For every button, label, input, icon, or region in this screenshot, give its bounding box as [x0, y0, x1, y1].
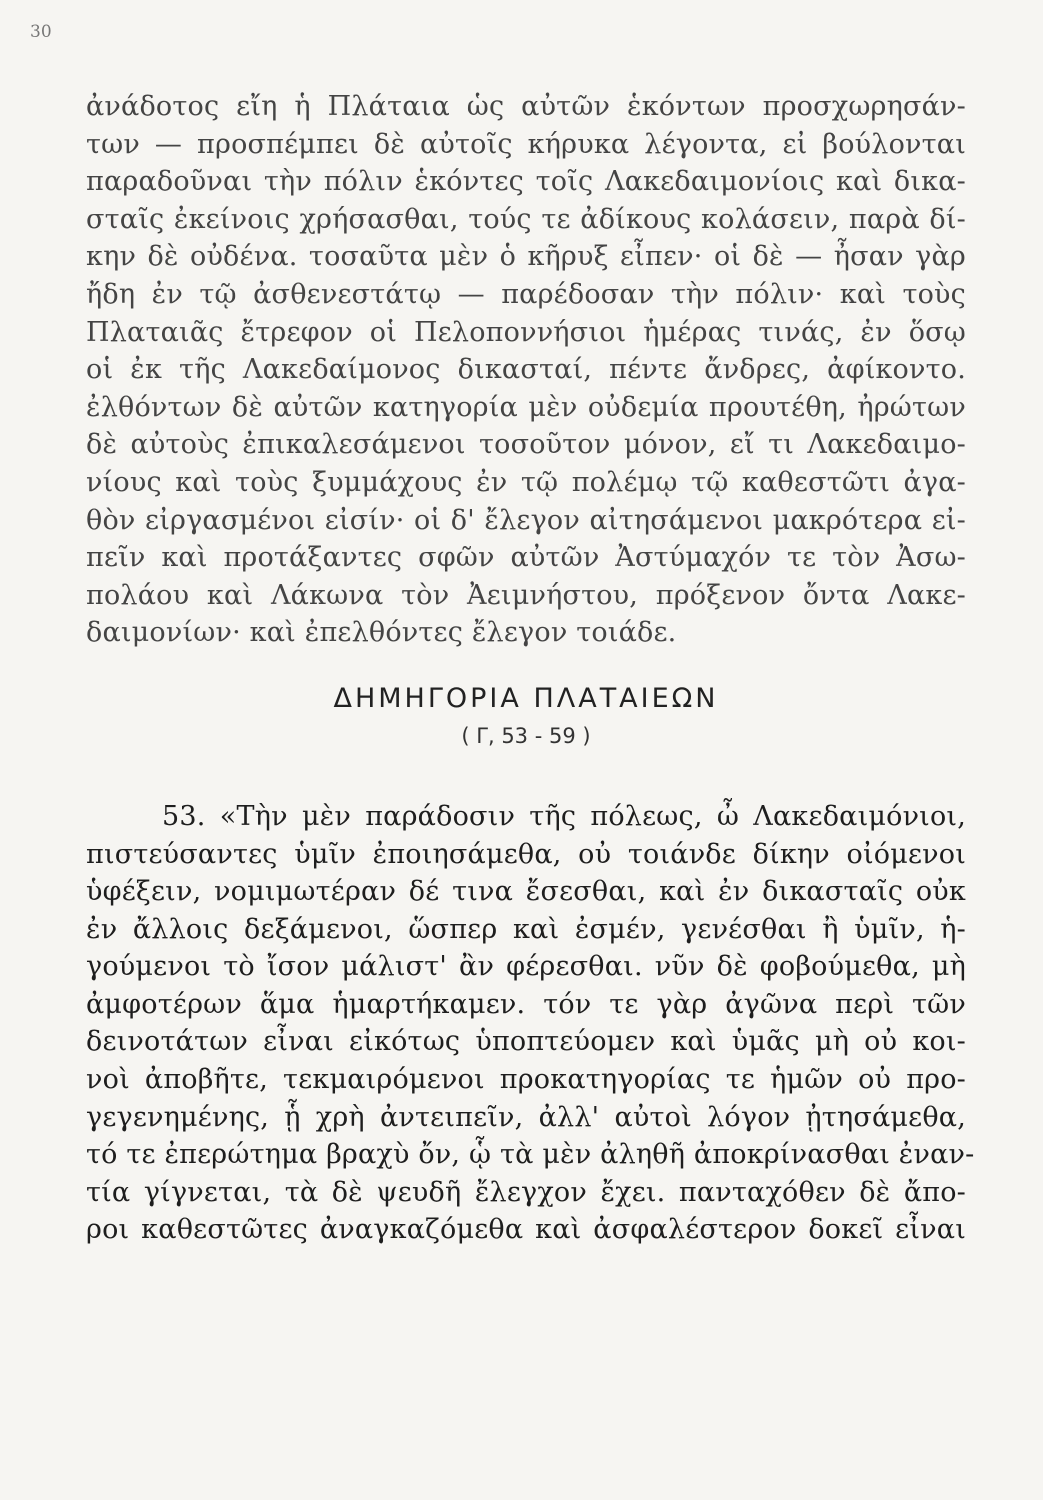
text-line: πεῖν καὶ προτάξαντες σφῶν αὐτῶν Ἀστύμαχόν τε τὸν Ἀσω- — [86, 542, 966, 574]
text-line: πιστεύσαντες ὑμῖν ἐποιησάμεθα, οὐ τοιάνδε δίκην οἰόμενοι — [86, 838, 966, 870]
text-line: ἀνάδοτος εἴη ἡ Πλάταια ὡς αὐτῶν ἑκόντων προσχωρησάν- — [86, 91, 966, 122]
text-line: παραδοῦναι τὴν πόλιν ἑκόντες τοῖς Λακεδαιμονίοις καὶ δικα- — [86, 166, 966, 198]
text-line: τία γίγνεται, τὰ δὲ ψευδῆ ἔλεγχον ἔχει. πανταχόθεν δὲ ἄπο- — [86, 1176, 966, 1208]
text-line: θὸν εἰργασμένοι εἰσίν· οἱ δ' ἔλεγον αἰτησάμενοι μακρότερα εἰ- — [86, 504, 966, 536]
paragraph-speech — [86, 798, 975, 1249]
text-line: κην δὲ οὐδένα. τοσαῦτα μὲν ὁ κῆρυξ εἶπεν· οἱ δὲ — ἦσαν γὰρ — [86, 241, 966, 273]
page-number: 30 — [30, 22, 52, 42]
text-line: 53. «Τὴν μὲν παράδοσιν τῆς πόλεως, ὦ Λακεδαιμόνιοι, — [162, 800, 966, 832]
section-reference: ( Γ, 53 - 59 ) — [461, 723, 591, 748]
page-body — [86, 88, 975, 1249]
text-line: των — προσπέμπει δὲ αὐτοῖς κήρυκα λέγοντα, εἰ βούλονται — [86, 128, 966, 160]
text-line: οἱ ἐκ τῆς Λακεδαίμονος δικασταί, πέντε ἄνδρες, ἀφίκοντο. — [86, 354, 966, 386]
text-line: ἤδη ἐν τῷ ἀσθενεστάτῳ — παρέδοσαν τὴν πόλιν· καὶ τοὺς — [86, 278, 966, 310]
text-line: νοὶ ἀποβῆτε, τεκμαιρόμενοι προκατηγορίας τε ἡμῶν οὐ προ- — [86, 1064, 966, 1096]
text-line: γούμενοι τὸ ἴσον μάλιστ' ἂν φέρεσθαι. νῦν δὲ φοβούμεθα, μὴ — [86, 951, 966, 983]
text-line: Πλαταιᾶς ἔτρεφον οἱ Πελοποννήσιοι ἡμέρας τινάς, ἐν ὅσῳ — [86, 316, 966, 348]
text-line: σταῖς ἐκείνοις χρήσασθαι, τούς τε ἀδίκους κολάσειν, παρὰ δί- — [86, 203, 966, 235]
text-line: ὑφέξειν, νομιμωτέραν δέ τινα ἔσεσθαι, καὶ ἐν δικασταῖς οὐκ — [86, 876, 966, 908]
text-line: νίους καὶ τοὺς ξυμμάχους ἐν τῷ πολέμῳ τῷ καθεστῶτι ἀγα- — [86, 466, 966, 498]
text-line: τό τε ἐπερώτημα βραχὺ ὄν, ᾧ τὰ μὲν ἀληθῆ ἀποκρίνασθαι ἐναν- — [86, 1139, 975, 1171]
section-spacer — [86, 754, 966, 798]
text-line: ἀμφοτέρων ἅμα ἡμαρτήκαμεν. τόν τε γὰρ ἀγῶνα περὶ τῶν — [86, 988, 966, 1020]
text-line: γεγενημένης, ᾗ χρὴ ἀντειπεῖν, ἀλλ' αὐτοὶ λόγον ᾐτησάμεθα, — [86, 1101, 966, 1133]
text-line: πολάου καὶ Λάκωνα τὸν Ἀειμνήστου, πρόξενον ὄντα Λακε- — [86, 579, 966, 611]
text-line: ροι καθεστῶτες ἀναγκαζόμεθα καὶ ἀσφαλέστερον δοκεῖ εἶναι — [86, 1214, 966, 1246]
text-line: δεινοτάτων εἶναι εἰκότως ὑποπτεύομεν καὶ ὑμᾶς μὴ οὐ κοι- — [86, 1026, 966, 1058]
paragraph-narrative — [86, 88, 966, 652]
text-line: ἐλθόντων δὲ αὐτῶν κατηγορία μὲν οὐδεμία προυτέθη, ἠρώτων — [86, 391, 966, 423]
text-line: δὲ αὐτοὺς ἐπικαλεσάμενοι τοσοῦτον μόνον, εἴ τι Λακεδαιμο- — [86, 429, 966, 461]
section-heading: ΔΗΜΗΓΟΡΙΑ ΠΛΑΤΑΙΕΩΝ — [333, 682, 719, 714]
text-line: ἐν ἄλλοις δεξάμενοι, ὥσπερ καὶ ἐσμέν, γενέσθαι ἢ ὑμῖν, ἡ- — [86, 913, 966, 945]
text-line: δαιμονίων· καὶ ἐπελθόντες ἔλεγον τοιάδε. — [86, 617, 677, 649]
